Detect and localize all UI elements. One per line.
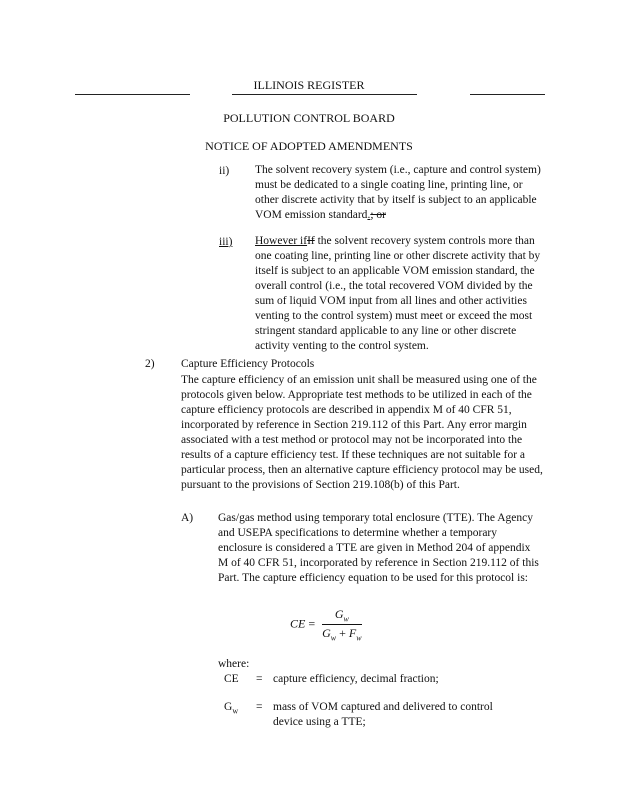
section-2-number: 2) [145, 358, 155, 370]
item-ii-marker: ii) [219, 165, 230, 177]
register-title: ILLINOIS REGISTER [253, 78, 365, 92]
board-title: POLLUTION CONTROL BOARD [223, 111, 395, 125]
header-rule-center [232, 94, 417, 95]
where-row-gw-definition-1: mass of VOM captured and delivered to control [273, 701, 493, 713]
header-rule-left [75, 94, 190, 95]
where-row-gw-equals: = [256, 701, 263, 713]
header-rule-right [470, 94, 545, 95]
where-row-gw-definition-2: device using a TTE; [273, 716, 366, 728]
where-label: where: [218, 658, 250, 670]
where-row-ce-definition: capture efficiency, decimal fraction; [273, 673, 439, 685]
item-ii-deleted: ; or [370, 209, 386, 221]
item-iii-marker: iii) [219, 236, 233, 248]
where-row-ce-equals: = [256, 673, 263, 685]
item-ii-body: The solvent recovery system (i.e., capture and control system) must be dedicated to a single coating line, printing line, or other discrete activity that by itself is subject to an applicable VOM emission standard [255, 164, 541, 221]
section-2-title: Capture Efficiency Protocols [181, 358, 315, 370]
item-iii-text [255, 234, 547, 354]
item-iii-inserted: However if [255, 235, 308, 247]
item-a-text: Gas/gas method using temporary total enclosure (TTE). The Agency and USEPA specifications to determine whether a temporary enclosure is considered a TTE are given in Method 204 of appendix M of 40 CFR 51, incorporated by reference in Section 219.112 of this Part. The capture efficiency equation to be used for this protocol is: [218, 512, 539, 584]
item-iii-body: the solvent recovery system controls more than one coating line, printing line or other discrete activity that by itself is subject to an applicable VOM emission standard, the overall control (i.e., the total recovered VOM divided by the sum of liquid VOM input from all lines and other activities venting to the control system) must meet or exceed the most stringent standard applicable to any line or other discrete activity venting to the control system. [255, 235, 541, 352]
section-2-text: The capture efficiency of an emission unit shall be measured using one of the protocols given below. Appropriate test methods to be utilized in each of the capture efficiency protocols are described in appendix M of 40 CFR 51, incorporated by reference in Section 219.112 of this Part. Any error margin associated with a test method or protocol may not be incorporated into the results of a capture efficiency test. If these techniques are not suitable for a particular process, then an alternative capture efficiency protocol may be used, pursuant to the provisions of Section 219.108(b) of this Part. [181, 374, 543, 491]
formula-denominator: $G_w + F_w$ [322, 626, 362, 643]
formula-equals: = [308, 616, 316, 631]
where-row-gw-symbol: $G_w$ [224, 701, 239, 716]
notice-title: NOTICE OF ADOPTED AMENDMENTS [205, 139, 413, 153]
formula-numerator: $G_w$ [322, 607, 361, 625]
formula-fraction [322, 607, 361, 643]
where-row-ce-symbol: CE [224, 673, 239, 685]
item-ii-text [255, 163, 547, 223]
item-a-marker: A) [181, 512, 194, 524]
capture-efficiency-formula [290, 607, 362, 643]
formula-lhs: CE [290, 616, 306, 631]
item-iii-deleted: If [307, 235, 315, 247]
item-ii-inserted: . [367, 209, 371, 221]
